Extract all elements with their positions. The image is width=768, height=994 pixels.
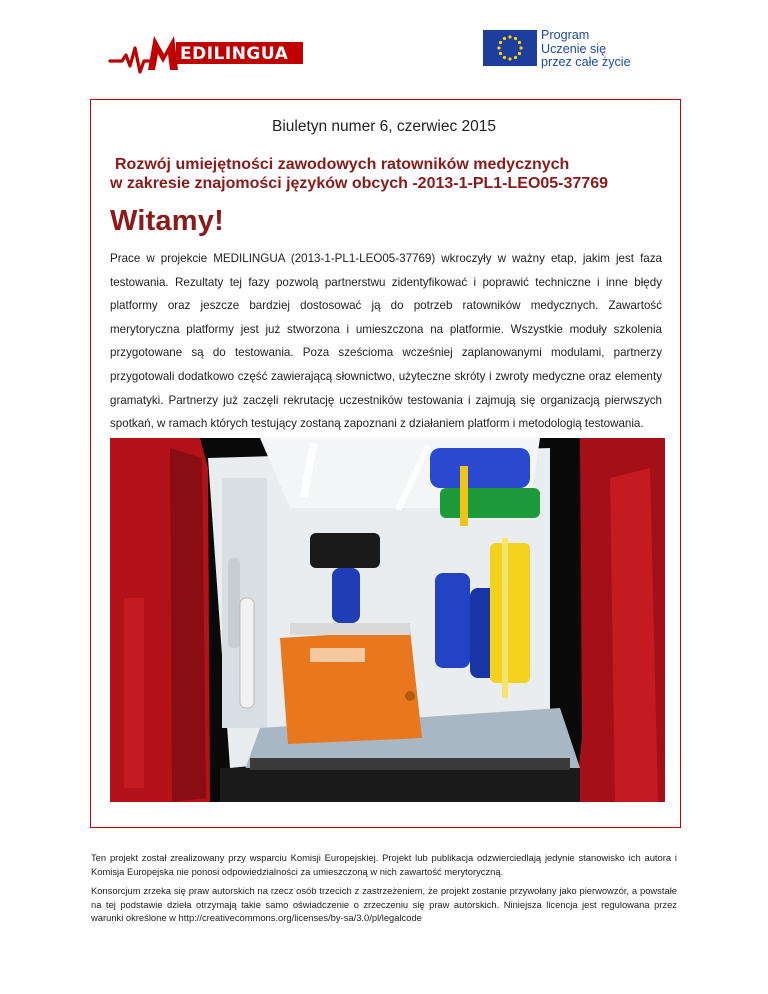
footer-license: Konsorcjum zrzeka się praw autorskich na rzecz osób trzecich z zastrzeżeniem, że projekt zostanie przywołany jako pierwowzór, a powstałe na tej podstawie dzieła otrzymają takie samo oświadczenie o zrzeczeniu się praw autorskich. Niniejsza licencja jest regulowana przez warunki określone w http://creativecommons.org/licenses/by-sa/3.0/pl/legalcode	[91, 885, 677, 923]
program-line-2: Uczenie się	[541, 41, 607, 56]
program-line-3: przez całe życie	[541, 55, 631, 70]
bulletin-heading: Biuletyn numer 6, czerwiec 2015	[271, 118, 496, 135]
project-title-line-2: w zakresie znajomości języków obcych -2013-1-PL1-LEO05-37769	[110, 175, 608, 192]
body-paragraph: Prace w projekcie MEDILINGUA (2013-1-PL1-LEO05-37769) wkroczyły w ważny etap, jakim jest faza testowania. Rezultaty tej fazy pozwolą partnerstwu zidentyfikować i poprawić techniczne i inne błędy platformy oraz jeszcze bardziej dostosować ją do potrzeb ratowników medycznych. Zawartość merytoryczna platformy jest już stworzona i umieszczona na platformie. Wszystkie moduły szkolenia przygotowane są do testowania. Poza sześcioma wcześniej zaplanowanymi modulami, partnerzy przygotowali dodatkowo część zawierającą słownictwo, użyteczne skróty i zwroty medyczne oraz elementy gramatyki. Partnerzy już zaczęli rekrutację uczestników testowania i zajmują się organizacją pierwszych spotkań, w ramach których testujący zostaną zapoznani z działaniem platform i metodologią testowania.	[110, 252, 662, 431]
project-title-line-1: Rozwój umiejętności zawodowych ratowników medycznych	[115, 156, 570, 173]
logo-text: EDILINGUA	[180, 44, 289, 64]
ambulance-interior-photo	[110, 438, 665, 802]
welcome-heading: Witamy!	[110, 205, 224, 237]
project-title	[110, 155, 680, 193]
eu-flag-icon	[483, 30, 537, 66]
medilingua-logo	[108, 28, 308, 80]
eu-program-logo	[483, 30, 643, 72]
ambulance-illustration	[110, 438, 665, 802]
program-text	[541, 29, 631, 70]
footer-disclaimer: Ten projekt został zrealizowany przy wsparciu Komisji Europejskiej. Projekt lub publikacja odzwierciedlają jedynie stanowisko ich autora i Komisja Europejska nie ponosi odpowiedzialności za umieszczoną w nich zawartość merytoryczną.	[91, 852, 677, 877]
program-line-1: Program	[541, 28, 590, 42]
